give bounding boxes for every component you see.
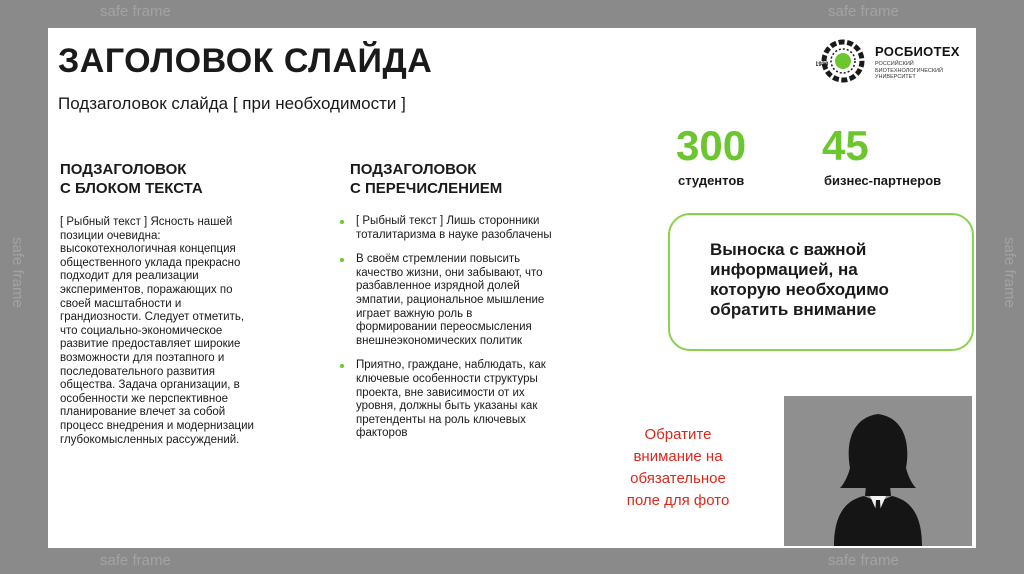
text-line: подходит для реализации — [60, 270, 199, 283]
list-item-line: внешнеэкономических политик — [356, 334, 523, 347]
list-item-line: тоталитаризма в науке разоблачены — [356, 228, 552, 241]
list-item-line: качество жизни, они забывают, что — [356, 266, 543, 279]
heading-line: ПОДЗАГОЛОВОК — [60, 161, 187, 178]
text-line: высокотехнологичная концепция — [60, 243, 236, 256]
list-item-line: разбавленное изрядной долей — [356, 280, 520, 293]
bullet-list — [338, 215, 628, 452]
list-block-heading — [350, 160, 502, 198]
text-line: общества. Задача организации, в — [60, 379, 240, 392]
photo-required-note — [614, 424, 742, 512]
safe-frame-label-top-left: safe frame — [100, 3, 171, 20]
text-line: возможности для поэтапного и — [60, 351, 225, 364]
heading-line: С БЛОКОМ ТЕКСТА — [60, 180, 203, 197]
list-item-line: претенденты на роль ключевых — [356, 413, 526, 426]
text-line: развитие предоставляет широкие — [60, 338, 241, 351]
bullet-dot-icon — [340, 364, 344, 368]
list-item-line: факторов — [356, 427, 408, 440]
slide-title: ЗАГОЛОВОК СЛАЙДА — [58, 42, 433, 80]
text-line: глубокомысленных рассуждений. — [60, 433, 240, 446]
text-line: грандиозности. Следует отметить, — [60, 311, 245, 324]
logo-name: РОСБИОТЕХ — [875, 44, 960, 59]
logo-subtitle-line: РОССИЙСКИЙ — [875, 61, 914, 67]
callout-line: обратить внимание — [710, 300, 877, 319]
text-line: общественного уклада прекрасно — [60, 256, 241, 269]
bullet-dot-icon — [340, 220, 344, 224]
list-item-line: ключевые особенности структуры — [356, 372, 538, 385]
text-line: своей масштабности и — [60, 297, 182, 310]
callout-line: которую необходимо — [710, 280, 889, 299]
stat-value-partners: 45 — [822, 122, 869, 169]
text-line: позиции очевидна: — [60, 229, 161, 242]
text-line: что социально-экономическое — [60, 324, 223, 337]
text-line: особенности же перспективное — [60, 392, 229, 405]
note-line: Обратите — [644, 426, 712, 443]
stat-label-partners: бизнес-партнеров — [824, 173, 942, 188]
callout-line: информацией, на — [710, 260, 858, 279]
safe-frame-label-bottom-left: safe frame — [100, 552, 171, 569]
text-line: процесс внедрения и модернизации — [60, 419, 254, 432]
logo-subtitle — [875, 61, 955, 81]
heading-line: С ПЕРЕЧИСЛЕНИЕМ — [350, 180, 503, 197]
list-item-line: [ Рыбный текст ] Лишь сторонники — [356, 215, 540, 227]
list-item — [338, 359, 628, 441]
logo-emblem-icon — [816, 36, 872, 86]
list-item-line: формировании переосмысления — [356, 321, 532, 334]
note-line: поле для фото — [626, 492, 730, 509]
callout-line: Выноска с важной — [710, 240, 867, 259]
text-block-body — [60, 216, 330, 447]
logo-year: 1930 — [816, 62, 829, 68]
safe-frame-label-right: safe frame — [1001, 237, 1018, 308]
list-item-line: эмпатии, рациональное мышление — [356, 293, 545, 306]
list-item-line: Приятно, граждане, наблюдать, как — [356, 359, 546, 372]
slide-subtitle: Подзаголовок слайда [ при необходимости ] — [58, 94, 406, 113]
text-line: последовательного развития — [60, 365, 215, 378]
callout-text — [710, 240, 960, 320]
text-line: [ Рыбный текст ] Ясность нашей — [60, 216, 233, 228]
logo-subtitle-line: УНИВЕРСИТЕТ — [875, 74, 916, 80]
list-item-line: играет важную роль в — [356, 307, 473, 320]
stat-value-students: 300 — [676, 122, 747, 169]
bullet-dot-icon — [340, 258, 344, 262]
person-silhouette-icon — [784, 396, 972, 546]
photo-placeholder[interactable] — [784, 396, 972, 546]
callout-box — [668, 213, 974, 351]
safe-frame-label-top-right: safe frame — [828, 3, 899, 20]
logo-subtitle-line: БИОТЕХНОЛОГИЧЕСКИЙ — [875, 67, 943, 74]
note-line: внимание на — [633, 448, 723, 465]
safe-frame-label-bottom-right: safe frame — [828, 552, 899, 569]
note-line: обязательное — [630, 470, 726, 487]
text-line: экспериментов, поражающих по — [60, 283, 233, 296]
list-item-line: В своём стремлении повысить — [356, 253, 521, 266]
safe-frame-label-left: safe frame — [9, 237, 26, 308]
text-line: планирование влечет за собой — [60, 406, 226, 419]
list-item — [338, 253, 628, 348]
text-block-heading — [60, 160, 203, 198]
list-item — [338, 215, 628, 242]
list-item-line: уровня, должны быть указаны как — [356, 400, 538, 413]
heading-line: ПОДЗАГОЛОВОК — [350, 161, 477, 178]
stat-label-students: студентов — [678, 173, 745, 188]
university-logo — [816, 36, 966, 86]
list-item-line: проекта, вне зависимости от их — [356, 386, 525, 399]
